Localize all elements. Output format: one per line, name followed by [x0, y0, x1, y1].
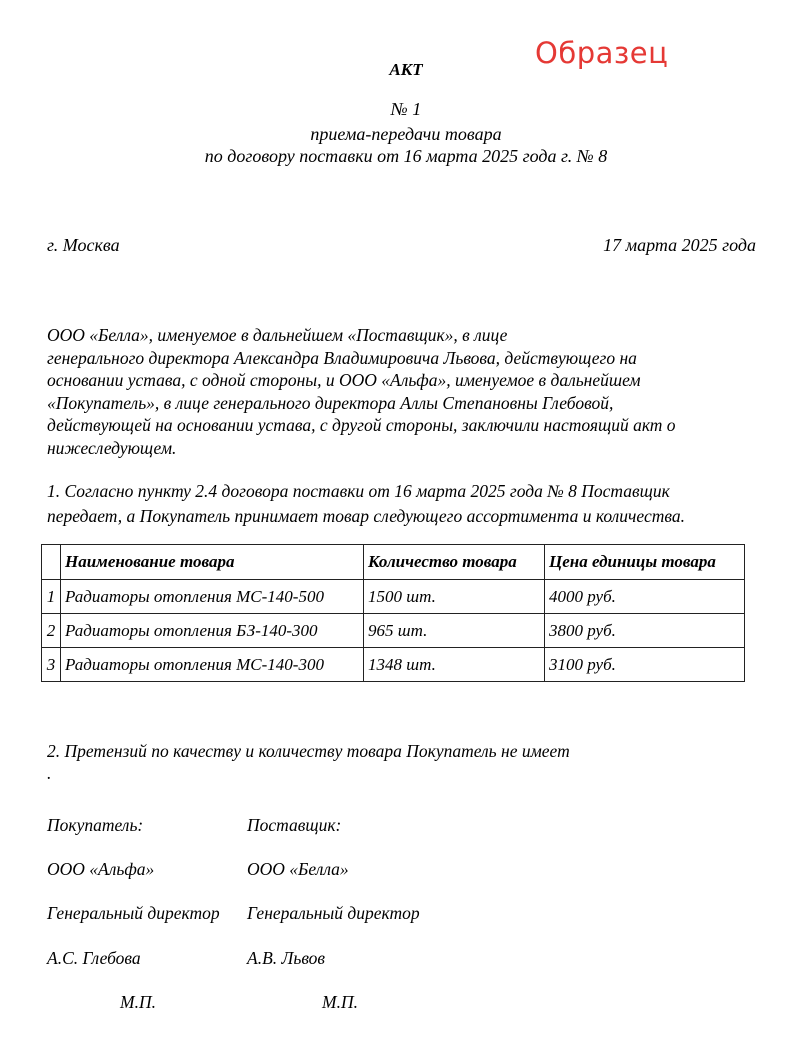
column-header-quantity: Количество товара: [364, 545, 545, 580]
goods-table: [41, 544, 745, 682]
document-number: № 1: [390, 99, 422, 119]
product-price: 4000 руб.: [545, 580, 745, 614]
row-number: 1: [42, 580, 61, 614]
clause-1: [47, 479, 767, 529]
product-quantity: 1348 шт.: [364, 648, 545, 682]
product-name: Радиаторы отопления БЗ-140-300: [61, 614, 364, 648]
product-quantity: 1500 шт.: [364, 580, 545, 614]
intro-paragraph: [47, 324, 767, 459]
product-name: Радиаторы отопления МС-140-300: [61, 648, 364, 682]
row-number: 3: [42, 648, 61, 682]
intro-line: «Покупатель», в лице генерального директора Аллы Степановны Глебовой,: [47, 392, 614, 413]
intro-line: ООО «Белла», именуемое в дальнейшем «Поставщик», в лице: [47, 325, 508, 345]
supplier-seal-mark: М.П.: [322, 992, 358, 1012]
intro-line: основании устава, с одной стороны, и ООО «Альфа», именуемое в дальнейшем: [47, 370, 641, 390]
supplier-signatory-name: А.В. Львов: [247, 948, 326, 968]
buyer-company: ООО «Альфа»: [47, 859, 155, 879]
table-row: [42, 614, 745, 648]
buyer-position: Генеральный директор: [47, 903, 220, 923]
product-quantity: 965 шт.: [364, 614, 545, 648]
buyer-seal-mark: М.П.: [120, 992, 156, 1012]
document-place: г. Москва: [47, 235, 120, 255]
document-title: АКТ: [389, 60, 423, 79]
clause-2-line: 2. Претензий по качеству и количеству товара Покупатель не имеет: [47, 741, 570, 761]
supplier-role-label: Поставщик:: [247, 815, 342, 835]
document-subtitle-line1: приема-передачи товара: [310, 124, 502, 144]
product-price: 3800 руб.: [545, 614, 745, 648]
intro-line: генерального директора Александра Владимировича Львова, действующего на: [47, 347, 637, 368]
document-date: 17 марта 2025 года: [603, 235, 756, 255]
supplier-company: ООО «Белла»: [247, 859, 349, 879]
buyer-signatory-name: А.С. Глебова: [47, 948, 141, 968]
document-subtitle-line2: по договору поставки от 16 марта 2025 года г. № 8: [204, 146, 608, 166]
clause-2: [47, 740, 767, 784]
table-row: [42, 580, 745, 614]
row-number: 2: [42, 614, 61, 648]
column-header-number: [42, 545, 61, 580]
clause-1-line: передает, а Покупатель принимает товар следующего ассортимента и количества.: [47, 506, 685, 526]
table-row: [42, 648, 745, 682]
clause-1-line: 1. Согласно пункту 2.4 договора поставки от 16 марта 2025 года № 8 Поставщик: [47, 481, 670, 501]
column-header-name: Наименование товара: [61, 545, 364, 580]
product-price: 3100 руб.: [545, 648, 745, 682]
buyer-role-label: Покупатель:: [47, 815, 144, 835]
sample-watermark: Образец: [535, 36, 669, 70]
product-name: Радиаторы отопления МС-140-500: [61, 580, 364, 614]
intro-line: нижеследующем.: [47, 437, 177, 458]
supplier-position: Генеральный директор: [247, 903, 420, 923]
intro-line: действующей на основании устава, с другой стороны, заключили настоящий акт о: [47, 415, 676, 435]
column-header-price: Цена единицы товара: [545, 545, 745, 580]
table-header-row: [42, 545, 745, 580]
clause-2-trailing-period: .: [47, 763, 52, 783]
